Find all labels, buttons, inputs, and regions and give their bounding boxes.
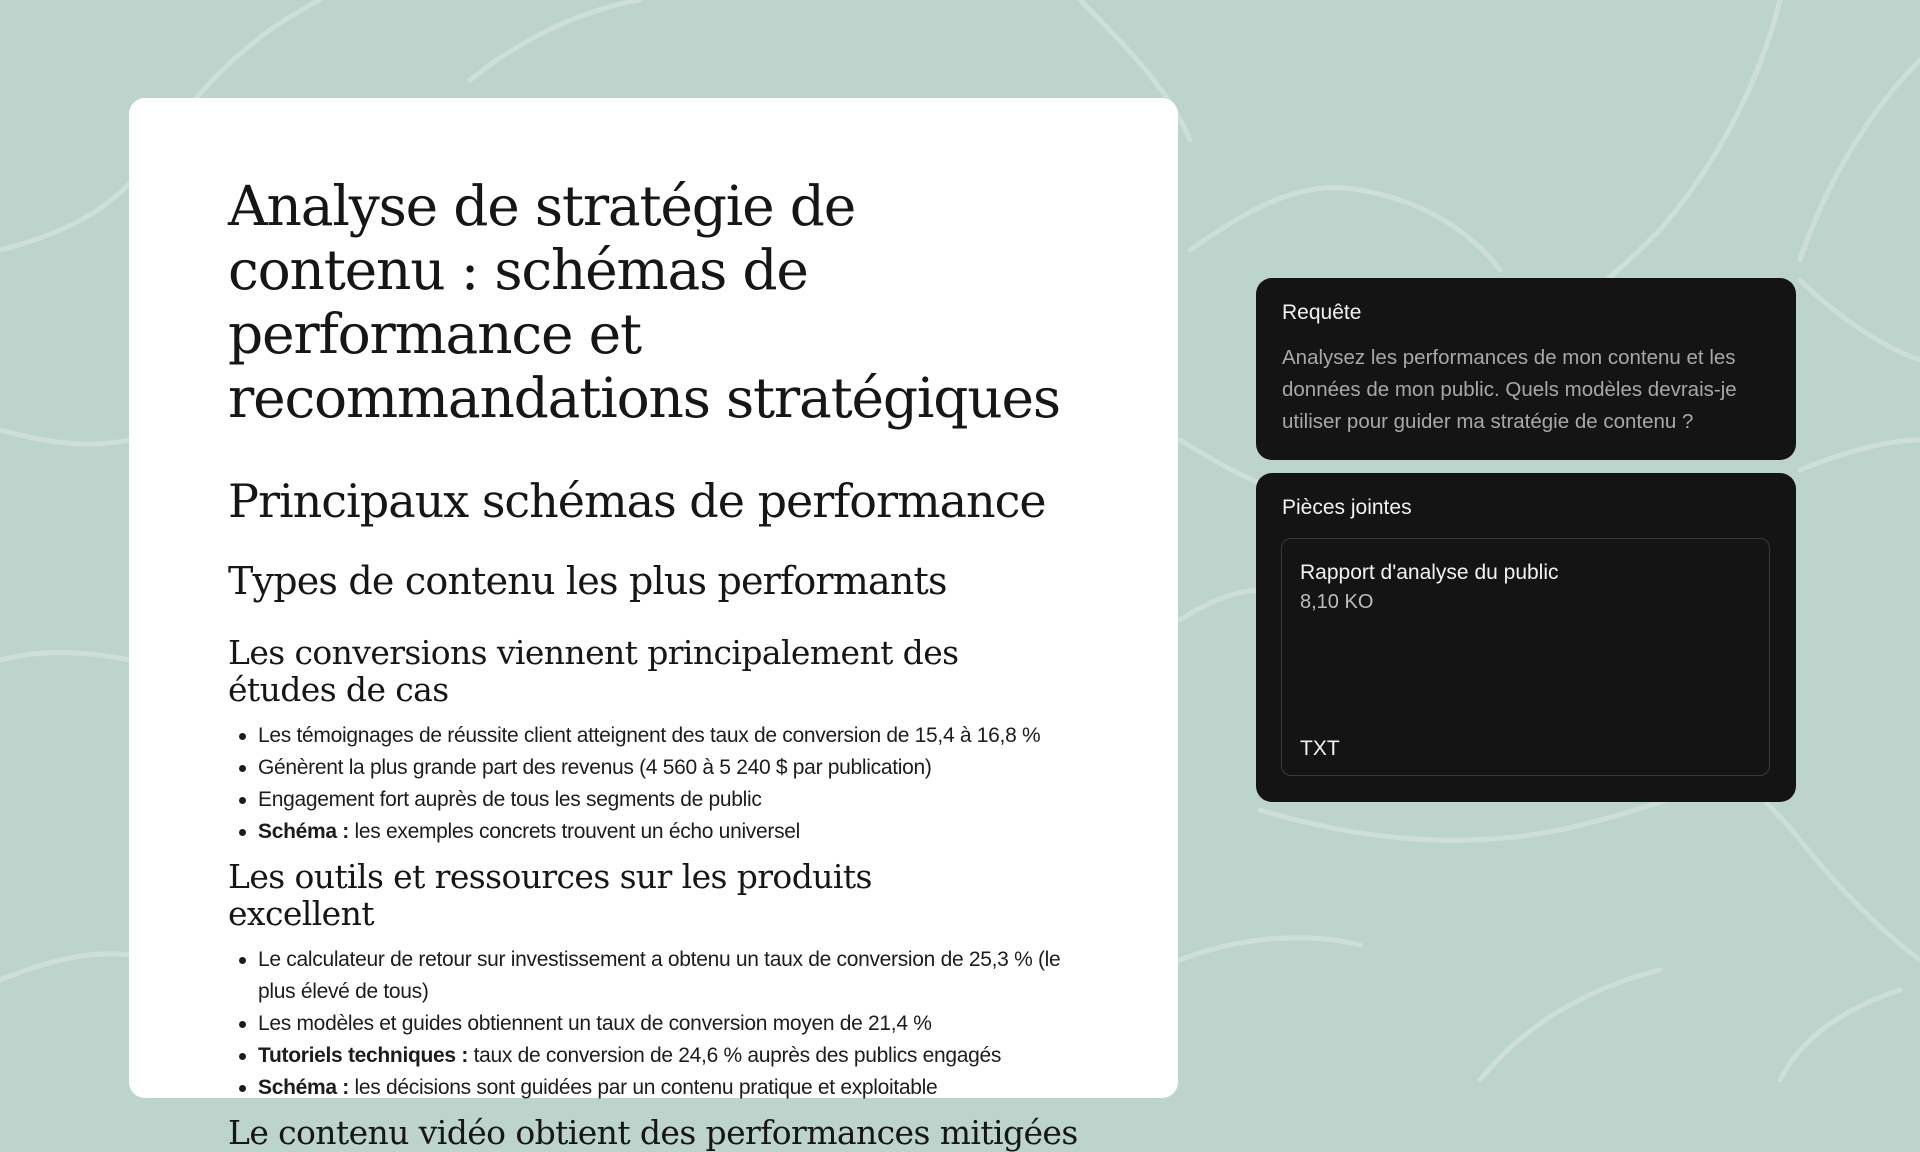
heading-performance-patterns: Principaux schémas de performance	[228, 474, 1046, 528]
query-label: Requête	[1282, 301, 1362, 324]
attachment-file-tile[interactable]	[1281, 538, 1770, 776]
attachment-file-type: TXT	[1300, 737, 1340, 760]
list-item	[228, 752, 1078, 784]
list-item-text: Engagement fort auprès de tous les segments de public	[258, 788, 762, 811]
list-item-text: Les témoignages de réussite client atteignent des taux de conversion de 15,4 à 16,8 %	[258, 724, 1041, 747]
heading-top-content-types: Types de contenu les plus performants	[228, 559, 947, 603]
bullet-list	[228, 944, 1078, 1104]
list-item	[228, 1072, 1078, 1104]
section-heading: Les conversions viennent principalement des études de cas	[228, 633, 959, 709]
list-item-strong: Schéma :	[258, 820, 349, 843]
attachments-panel	[1256, 473, 1796, 802]
section-tools-resources	[228, 858, 1078, 1104]
query-panel	[1256, 278, 1796, 460]
list-item-strong: Tutoriels techniques :	[258, 1044, 469, 1067]
list-item-text: Le calculateur de retour sur investissement a obtenu un taux de conversion de 25,3 % (le plus élevé de tous)	[258, 948, 1061, 1003]
section-heading: Les outils et ressources sur les produits excellent	[228, 857, 872, 933]
attachments-label: Pièces jointes	[1282, 496, 1412, 519]
document-panel	[129, 98, 1178, 1152]
section-video-content	[228, 1114, 1078, 1151]
list-item	[228, 944, 1078, 1008]
list-item-text: les exemples concrets trouvent un écho universel	[348, 820, 801, 843]
section-case-studies	[228, 634, 1078, 848]
document-title: Analyse de stratégie de contenu : schémas de performance et recommandations stratégiques	[228, 174, 1060, 430]
attachment-file-name: Rapport d'analyse du public	[1300, 561, 1559, 584]
query-text: Analysez les performances de mon contenu et les données de mon public. Quels modèles devrais-je utiliser pour guider ma stratégie de contenu ?	[1282, 346, 1737, 433]
list-item-text: Génèrent la plus grande part des revenus (4 560 à 5 240 $ par publication)	[258, 756, 932, 779]
section-heading: Le contenu vidéo obtient des performances mitigées	[228, 1113, 1078, 1152]
list-item	[228, 1040, 1078, 1072]
bullet-list	[228, 720, 1078, 848]
list-item	[228, 720, 1078, 752]
list-item	[228, 816, 1078, 848]
list-item	[228, 1008, 1078, 1040]
list-item-text: Les modèles et guides obtiennent un taux de conversion moyen de 21,4 %	[258, 1012, 932, 1035]
list-item-text: taux de conversion de 24,6 % auprès des publics engagés	[468, 1044, 1002, 1067]
attachment-file-size: 8,10 KO	[1300, 591, 1374, 613]
list-item-text: les décisions sont guidées par un contenu pratique et exploitable	[348, 1076, 938, 1099]
list-item-strong: Schéma :	[258, 1076, 349, 1099]
list-item	[228, 784, 1078, 816]
